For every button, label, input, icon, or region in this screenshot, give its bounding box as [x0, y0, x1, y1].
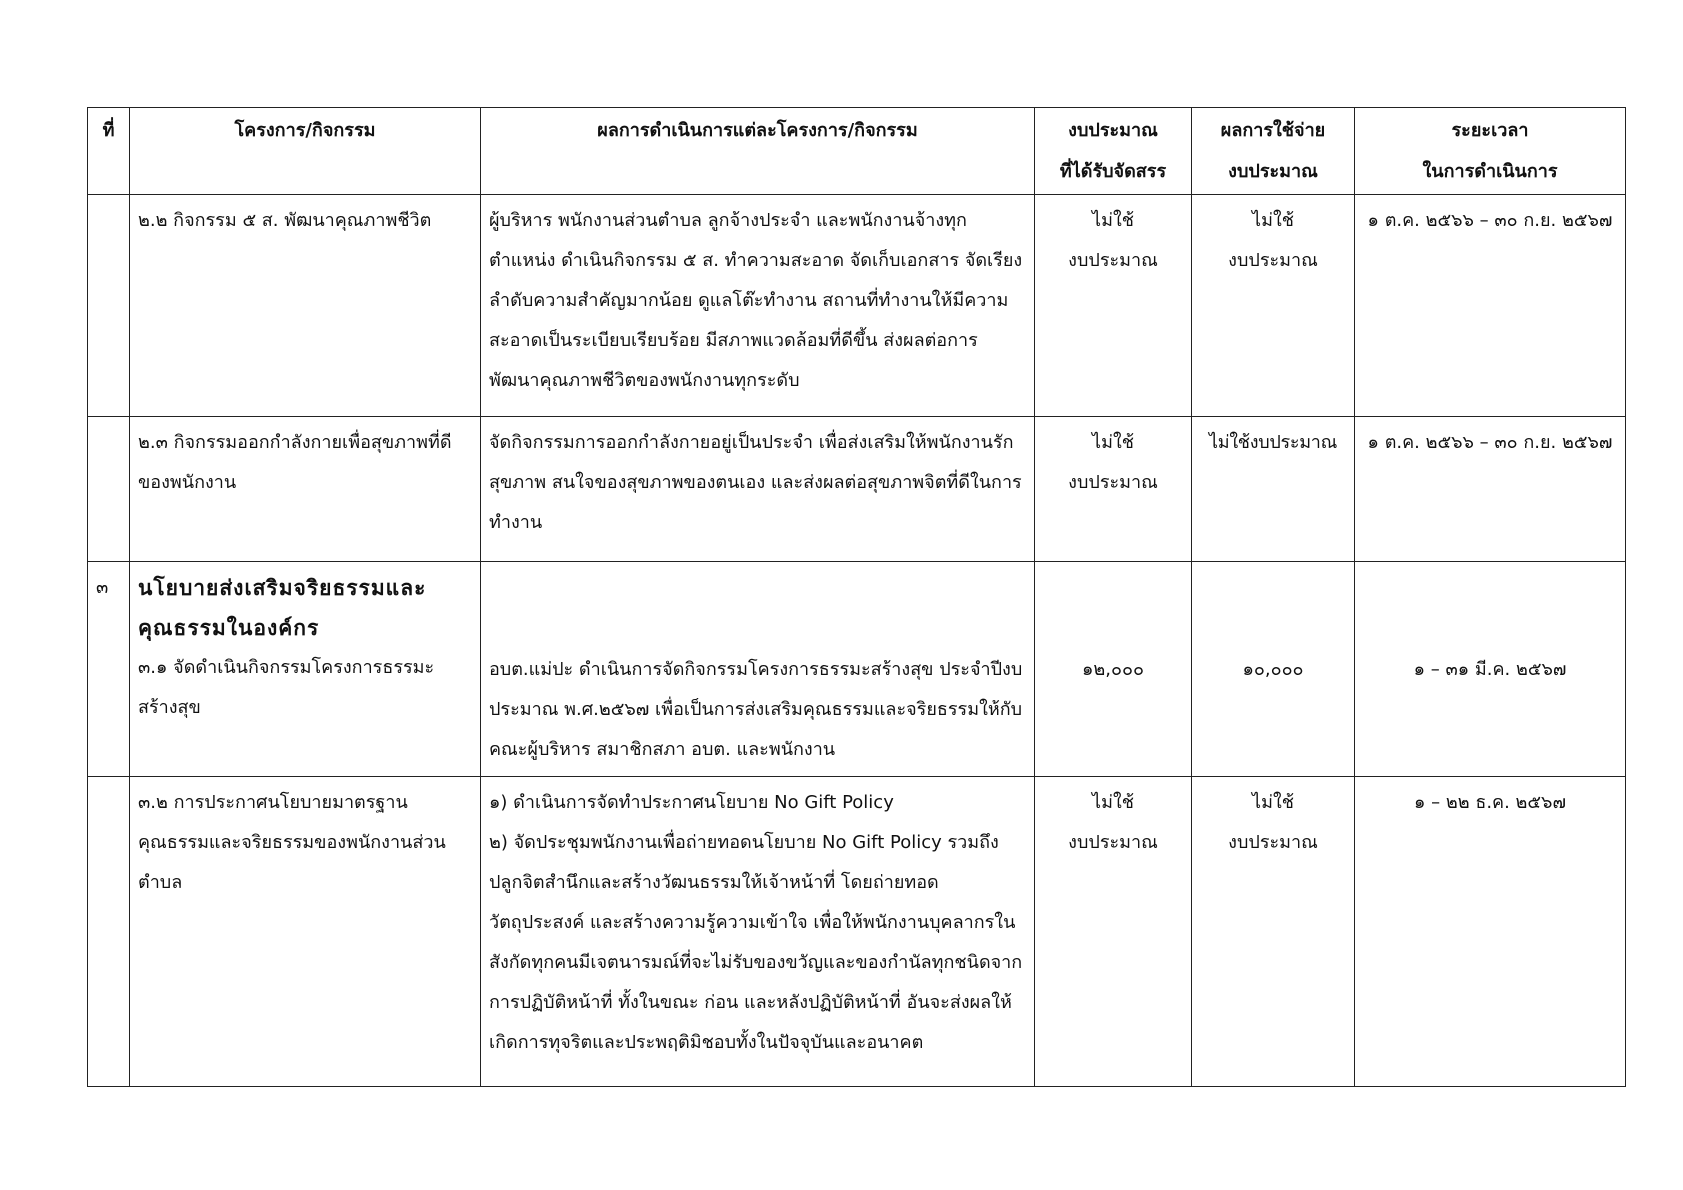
header-spent-line2: งบประมาณ — [1228, 161, 1318, 182]
row-result-item1: ๑) ดำเนินการจัดทำประกาศนโยบาย No Gift Policy — [489, 792, 894, 813]
header-project: โครงการ/กิจกรรม — [130, 108, 481, 195]
row-budget — [1035, 417, 1192, 562]
header-spent-line1: ผลการใช้จ่าย — [1220, 120, 1326, 141]
row-project: ๒.๓ กิจกรรมออกกำลังกายเพื่อสุขภาพที่ดีของพนักงาน — [130, 417, 481, 562]
row-result-item2: ๒) จัดประชุมพนักงานเพื่อถ่ายทอดนโยบาย No Gift Policy รวมถึงปลูกจิตสำนึกและสร้างวัฒนธรรมให้เจ้าหน้าที่ โดยถ่ายทอดวัตถุประสงค์ และสร้างความรู้ความเข้าใจ เพื่อให้พนักงานบุคลากรในสังกัดทุกคนมีเจตนารมณ์ที่จะไม่รับของขวัญและของกำนัลทุกชนิดจากการปฏิบัติหน้าที่ ทั้งในขณะ ก่อน และหลังปฏิบัติหน้าที่ อันจะส่งผลให้เกิดการทุจริตและประพฤติมิชอบทั้งในปัจจุบันและอนาคต — [489, 832, 1023, 1053]
header-period-line2: ในการดำเนินการ — [1422, 161, 1558, 182]
row-period: ๑ – ๒๒ ธ.ค. ๒๕๖๗ — [1355, 777, 1626, 1087]
row-spent — [1192, 417, 1355, 562]
row-budget — [1035, 777, 1192, 1087]
row-project: ๒.๒ กิจกรรม ๕ ส. พัฒนาคุณภาพชีวิต — [130, 195, 481, 417]
header-budget-line2: ที่ได้รับจัดสรร — [1059, 161, 1167, 182]
row-spent-line1: ไม่ใช้ — [1252, 792, 1294, 813]
header-no: ที่ — [88, 108, 130, 195]
row-period-text: ๑ – ๓๑ มี.ค. ๒๕๖๗ — [1413, 659, 1567, 680]
row-result: จัดกิจกรรมการออกกำลังกายอยู่เป็นประจำ เพื่อส่งเสริมให้พนักงานรักสุขภาพ สนใจของสุขภาพของตนเอง และส่งผลต่อสุขภาพจิตที่ดีในการทำงาน — [481, 417, 1035, 562]
row-no — [88, 417, 130, 562]
row-budget-line2: งบประมาณ — [1068, 250, 1158, 271]
header-result: ผลการดำเนินการแต่ละโครงการ/กิจกรรม — [481, 108, 1035, 195]
header-budget — [1035, 108, 1192, 195]
row-spent — [1192, 562, 1355, 777]
table-header-row — [88, 108, 1626, 195]
row-project: ๓.๑ จัดดำเนินกิจกรรมโครงการธรรมะสร้างสุข — [138, 657, 435, 718]
row-budget-line1: ไม่ใช้ — [1092, 210, 1134, 231]
row-result — [481, 777, 1035, 1087]
row-spent-line2: งบประมาณ — [1228, 832, 1318, 853]
row-spent-line1: ไม่ใช้งบประมาณ — [1209, 432, 1337, 453]
table-row — [88, 562, 1626, 777]
row-project-cell — [130, 562, 481, 777]
report-table — [87, 107, 1626, 1087]
row-spent-line1: ๑๐,๐๐๐ — [1242, 659, 1304, 680]
table-row — [88, 777, 1626, 1087]
row-period: ๑ ต.ค. ๒๕๖๖ – ๓๐ ก.ย. ๒๕๖๗ — [1355, 417, 1626, 562]
row-budget-line2: งบประมาณ — [1068, 832, 1158, 853]
row-result — [481, 562, 1035, 777]
table-row — [88, 195, 1626, 417]
row-spent-line1: ไม่ใช้ — [1252, 210, 1294, 231]
row-period — [1355, 562, 1626, 777]
header-period-line1: ระยะเวลา — [1451, 120, 1529, 141]
header-spent — [1192, 108, 1355, 195]
row-project: ๓.๒ การประกาศนโยบายมาตรฐานคุณธรรมและจริยธรรมของพนักงานส่วนตำบล — [130, 777, 481, 1087]
row-no: ๓ — [88, 562, 130, 777]
row-budget-line2: งบประมาณ — [1068, 472, 1158, 493]
row-result-text: อบต.แม่ปะ ดำเนินการจัดกิจกรรมโครงการธรรมะสร้างสุข ประจำปีงบ ประมาณ พ.ศ.๒๕๖๗ เพื่อเป็นการส่งเสริมคุณธรรมและจริยธรรมให้กับคณะผู้บริหาร สมาชิกสภา อบต. และพนักงาน — [489, 659, 1023, 760]
row-result: ผู้บริหาร พนักงานส่วนตำบล ลูกจ้างประจำ และพนักงานจ้างทุกตำแหน่ง ดำเนินกิจกรรม ๕ ส. ทำความสะอาด จัดเก็บเอกสาร จัดเรียงลำดับความสำคัญมากน้อย ดูแลโต๊ะทำงาน สถานที่ทำงานให้มีความสะอาดเป็นระเบียบเรียบร้อย มีสภาพแวดล้อมที่ดีขึ้น ส่งผลต่อการพัฒนาคุณภาพชีวิตของพนักงานทุกระดับ — [481, 195, 1035, 417]
row-budget — [1035, 562, 1192, 777]
policy-title: นโยบายส่งเสริมจริยธรรมและคุณธรรมในองค์กร — [138, 576, 427, 640]
table-row — [88, 417, 1626, 562]
row-period: ๑ ต.ค. ๒๕๖๖ – ๓๐ ก.ย. ๒๕๖๗ — [1355, 195, 1626, 417]
row-spent — [1192, 195, 1355, 417]
row-spent — [1192, 777, 1355, 1087]
row-no — [88, 195, 130, 417]
header-period — [1355, 108, 1626, 195]
header-budget-line1: งบประมาณ — [1068, 120, 1158, 141]
row-no — [88, 777, 130, 1087]
row-spent-line2: งบประมาณ — [1228, 250, 1318, 271]
row-budget-line1: ไม่ใช้ — [1092, 792, 1134, 813]
row-budget-line1: ไม่ใช้ — [1092, 432, 1134, 453]
row-budget-line1: ๑๒,๐๐๐ — [1082, 659, 1144, 680]
row-budget — [1035, 195, 1192, 417]
